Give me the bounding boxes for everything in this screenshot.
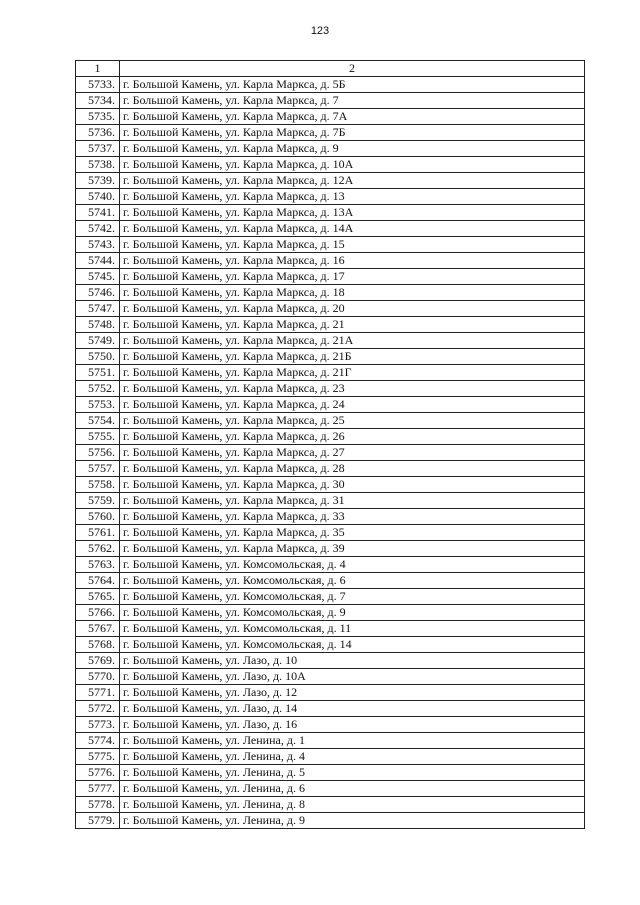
row-address: г. Большой Камень, ул. Карла Маркса, д. 16 — [120, 253, 585, 269]
row-address: г. Большой Камень, ул. Карла Маркса, д. 24 — [120, 397, 585, 413]
table-header-row — [76, 61, 585, 77]
row-address: г. Большой Камень, ул. Карла Маркса, д. 10А — [120, 157, 585, 173]
row-address: г. Большой Камень, ул. Комсомольская, д. 9 — [120, 605, 585, 621]
row-address: г. Большой Камень, ул. Карла Маркса, д. 15 — [120, 237, 585, 253]
row-number: 5736. — [76, 125, 120, 141]
row-number: 5757. — [76, 461, 120, 477]
row-address: г. Большой Камень, ул. Карла Маркса, д. 28 — [120, 461, 585, 477]
row-address: г. Большой Камень, ул. Карла Маркса, д. 13А — [120, 205, 585, 221]
row-address: г. Большой Камень, ул. Карла Маркса, д. 7Б — [120, 125, 585, 141]
row-number: 5770. — [76, 669, 120, 685]
page-number: 123 — [310, 25, 330, 37]
row-number: 5733. — [76, 77, 120, 93]
row-address: г. Большой Камень, ул. Лазо, д. 10А — [120, 669, 585, 685]
table-row — [76, 77, 585, 93]
table-row — [76, 205, 585, 221]
row-number: 5771. — [76, 685, 120, 701]
row-address: г. Большой Камень, ул. Карла Маркса, д. 35 — [120, 525, 585, 541]
row-number: 5752. — [76, 381, 120, 397]
row-address: г. Большой Камень, ул. Карла Маркса, д. 18 — [120, 285, 585, 301]
table-body — [76, 77, 585, 829]
row-address: г. Большой Камень, ул. Карла Маркса, д. 23 — [120, 381, 585, 397]
row-address: г. Большой Камень, ул. Лазо, д. 16 — [120, 717, 585, 733]
row-address: г. Большой Камень, ул. Карла Маркса, д. 31 — [120, 493, 585, 509]
row-number: 5735. — [76, 109, 120, 125]
column-header-address: 2 — [120, 61, 585, 77]
table-row — [76, 509, 585, 525]
table-row — [76, 701, 585, 717]
row-number: 5746. — [76, 285, 120, 301]
row-number: 5742. — [76, 221, 120, 237]
table-row — [76, 557, 585, 573]
table-row — [76, 733, 585, 749]
row-address: г. Большой Камень, ул. Карла Маркса, д. 21Б — [120, 349, 585, 365]
row-number: 5753. — [76, 397, 120, 413]
table-row — [76, 525, 585, 541]
row-number: 5777. — [76, 781, 120, 797]
row-number: 5756. — [76, 445, 120, 461]
table-row — [76, 301, 585, 317]
table-row — [76, 461, 585, 477]
table-row — [76, 269, 585, 285]
table-row — [76, 493, 585, 509]
row-number: 5749. — [76, 333, 120, 349]
row-address: г. Большой Камень, ул. Карла Маркса, д. 21 — [120, 317, 585, 333]
table-row — [76, 157, 585, 173]
row-number: 5776. — [76, 765, 120, 781]
table-row — [76, 381, 585, 397]
table-row — [76, 237, 585, 253]
row-address: г. Большой Камень, ул. Ленина, д. 1 — [120, 733, 585, 749]
row-number: 5748. — [76, 317, 120, 333]
row-address: г. Большой Камень, ул. Карла Маркса, д. 7 — [120, 93, 585, 109]
row-number: 5769. — [76, 653, 120, 669]
row-number: 5762. — [76, 541, 120, 557]
column-header-number: 1 — [76, 61, 120, 77]
table-row — [76, 637, 585, 653]
row-number: 5740. — [76, 189, 120, 205]
row-address: г. Большой Камень, ул. Лазо, д. 14 — [120, 701, 585, 717]
row-number: 5758. — [76, 477, 120, 493]
table-row — [76, 765, 585, 781]
row-number: 5768. — [76, 637, 120, 653]
table-row — [76, 397, 585, 413]
table-row — [76, 653, 585, 669]
row-number: 5775. — [76, 749, 120, 765]
row-number: 5772. — [76, 701, 120, 717]
table-row — [76, 541, 585, 557]
row-address: г. Большой Камень, ул. Ленина, д. 8 — [120, 797, 585, 813]
table-row — [76, 573, 585, 589]
table-row — [76, 605, 585, 621]
row-number: 5761. — [76, 525, 120, 541]
row-number: 5750. — [76, 349, 120, 365]
table-row — [76, 253, 585, 269]
row-number: 5751. — [76, 365, 120, 381]
table-row — [76, 717, 585, 733]
row-address: г. Большой Камень, ул. Карла Маркса, д. 9 — [120, 141, 585, 157]
row-address: г. Большой Камень, ул. Ленина, д. 4 — [120, 749, 585, 765]
table-row — [76, 445, 585, 461]
table-row — [76, 621, 585, 637]
row-number: 5741. — [76, 205, 120, 221]
row-number: 5744. — [76, 253, 120, 269]
row-address: г. Большой Камень, ул. Карла Маркса, д. 21А — [120, 333, 585, 349]
table-row — [76, 349, 585, 365]
row-address: г. Большой Камень, ул. Карла Маркса, д. 17 — [120, 269, 585, 285]
table-row — [76, 797, 585, 813]
table-row — [76, 93, 585, 109]
row-address: г. Большой Камень, ул. Карла Маркса, д. 14А — [120, 221, 585, 237]
table-row — [76, 589, 585, 605]
row-number: 5737. — [76, 141, 120, 157]
table-row — [76, 749, 585, 765]
row-address: г. Большой Камень, ул. Лазо, д. 12 — [120, 685, 585, 701]
row-number: 5734. — [76, 93, 120, 109]
row-number: 5779. — [76, 813, 120, 829]
table-row — [76, 125, 585, 141]
table-row — [76, 333, 585, 349]
row-number: 5763. — [76, 557, 120, 573]
table-row — [76, 189, 585, 205]
row-number: 5759. — [76, 493, 120, 509]
row-number: 5765. — [76, 589, 120, 605]
table-row — [76, 685, 585, 701]
row-address: г. Большой Камень, ул. Карла Маркса, д. 27 — [120, 445, 585, 461]
row-address: г. Большой Камень, ул. Карла Маркса, д. 25 — [120, 413, 585, 429]
row-address: г. Большой Камень, ул. Ленина, д. 5 — [120, 765, 585, 781]
row-number: 5767. — [76, 621, 120, 637]
row-address: г. Большой Камень, ул. Карла Маркса, д. 5Б — [120, 77, 585, 93]
row-number: 5743. — [76, 237, 120, 253]
table-row — [76, 141, 585, 157]
table-row — [76, 413, 585, 429]
row-address: г. Большой Камень, ул. Карла Маркса, д. 30 — [120, 477, 585, 493]
row-number: 5739. — [76, 173, 120, 189]
row-address: г. Большой Камень, ул. Карла Маркса, д. 39 — [120, 541, 585, 557]
row-address: г. Большой Камень, ул. Карла Маркса, д. 13 — [120, 189, 585, 205]
table-row — [76, 285, 585, 301]
row-address: г. Большой Камень, ул. Карла Маркса, д. 33 — [120, 509, 585, 525]
row-number: 5755. — [76, 429, 120, 445]
address-table — [75, 60, 585, 829]
row-number: 5760. — [76, 509, 120, 525]
table-row — [76, 429, 585, 445]
row-address: г. Большой Камень, ул. Карла Маркса, д. 7А — [120, 109, 585, 125]
table-row — [76, 669, 585, 685]
row-address: г. Большой Камень, ул. Комсомольская, д. 14 — [120, 637, 585, 653]
row-number: 5745. — [76, 269, 120, 285]
row-address: г. Большой Камень, ул. Карла Маркса, д. 21Г — [120, 365, 585, 381]
row-address: г. Большой Камень, ул. Ленина, д. 9 — [120, 813, 585, 829]
table-row — [76, 781, 585, 797]
row-number: 5738. — [76, 157, 120, 173]
row-address: г. Большой Камень, ул. Комсомольская, д. 6 — [120, 573, 585, 589]
row-number: 5774. — [76, 733, 120, 749]
row-address: г. Большой Камень, ул. Лазо, д. 10 — [120, 653, 585, 669]
row-address: г. Большой Камень, ул. Ленина, д. 6 — [120, 781, 585, 797]
table-row — [76, 477, 585, 493]
row-number: 5766. — [76, 605, 120, 621]
table-row — [76, 365, 585, 381]
row-number: 5747. — [76, 301, 120, 317]
row-address: г. Большой Камень, ул. Карла Маркса, д. 20 — [120, 301, 585, 317]
row-number: 5773. — [76, 717, 120, 733]
row-address: г. Большой Камень, ул. Комсомольская, д. 11 — [120, 621, 585, 637]
row-number: 5764. — [76, 573, 120, 589]
row-address: г. Большой Камень, ул. Комсомольская, д. 7 — [120, 589, 585, 605]
row-number: 5778. — [76, 797, 120, 813]
table-row — [76, 813, 585, 829]
row-address: г. Большой Камень, ул. Карла Маркса, д. 26 — [120, 429, 585, 445]
table-row — [76, 173, 585, 189]
row-address: г. Большой Камень, ул. Карла Маркса, д. 12А — [120, 173, 585, 189]
table-row — [76, 221, 585, 237]
row-number: 5754. — [76, 413, 120, 429]
row-address: г. Большой Камень, ул. Комсомольская, д. 4 — [120, 557, 585, 573]
table-row — [76, 317, 585, 333]
table-row — [76, 109, 585, 125]
